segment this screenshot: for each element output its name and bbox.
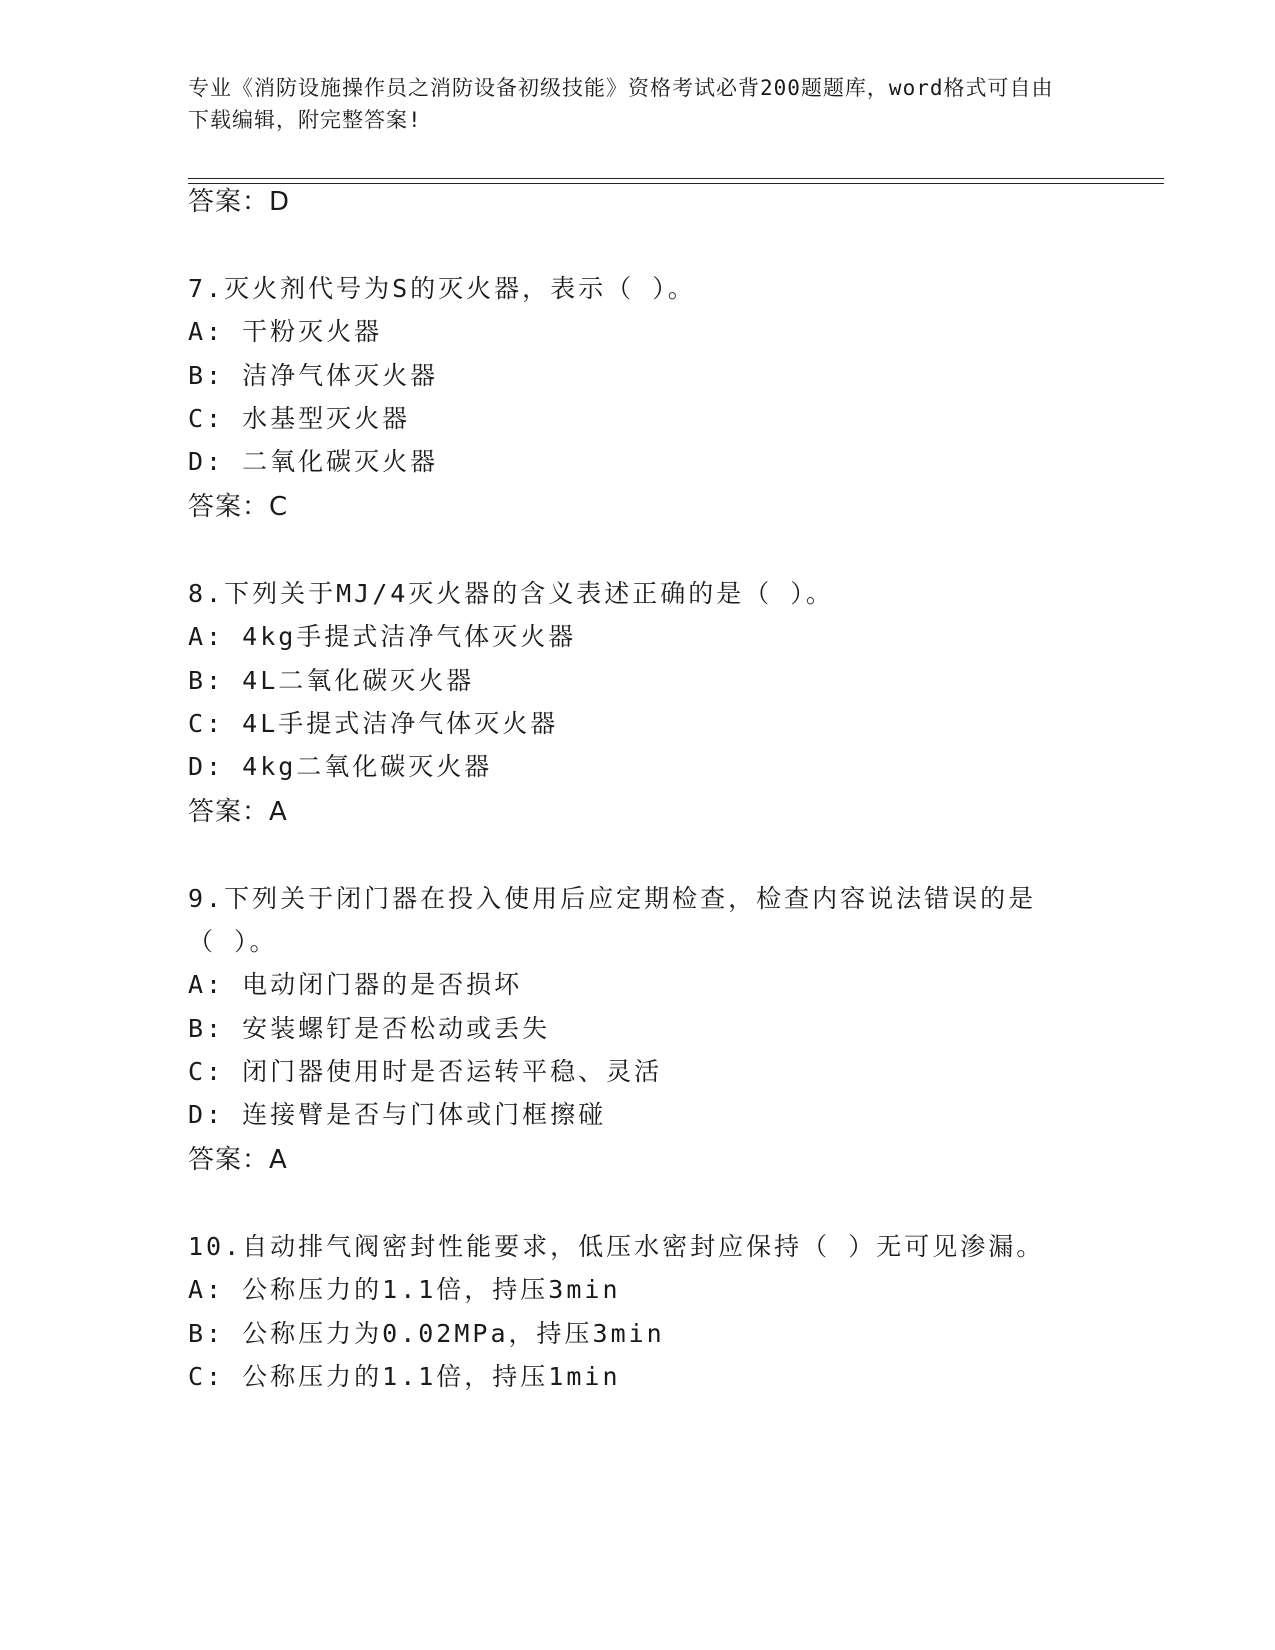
question-9-option-b: B: 安装螺钉是否松动或丢失	[188, 1014, 551, 1043]
question-10-text: 10.自动排气阀密封性能要求，低压水密封应保持（ ）无可见渗漏。	[188, 1232, 1045, 1261]
question-9-option-a: A: 电动闭门器的是否损坏	[188, 970, 523, 999]
question-9-option-c: C: 闭门器使用时是否运转平稳、灵活	[188, 1057, 663, 1086]
question-8-text: 8.下列关于MJ/4灭火器的含义表述正确的是（ ）。	[188, 579, 834, 608]
question-7-option-d: D: 二氧化碳灭火器	[188, 447, 439, 476]
question-9-text-line2: （ ）。	[188, 927, 278, 956]
question-10-option-c: C: 公称压力的1.1倍，持压1min	[188, 1362, 621, 1391]
document-header: 专业《消防设施操作员之消防设备初级技能》资格考试必背200题题库，word格式可自由下载编辑，附完整答案!	[188, 76, 1054, 132]
answer-q7: 答案：C	[188, 492, 289, 522]
answer-q6: 答案：D	[188, 187, 291, 217]
answer-q8: 答案：A	[188, 797, 288, 827]
question-9-option-d: D: 连接臂是否与门体或门框擦碰	[188, 1100, 607, 1129]
question-7-option-b: B: 洁净气体灭火器	[188, 361, 439, 390]
header-divider-bottom	[188, 183, 1164, 184]
question-8-option-c: C: 4L手提式洁净气体灭火器	[188, 709, 559, 738]
question-10-option-b: B: 公称压力为0.02MPa，持压3min	[188, 1319, 665, 1348]
question-8-option-b: B: 4L二氧化碳灭火器	[188, 666, 475, 695]
question-7-option-c: C: 水基型灭火器	[188, 404, 411, 433]
question-9-text-line1: 9.下列关于闭门器在投入使用后应定期检查，检查内容说法错误的是	[188, 884, 1037, 913]
question-10-option-a: A: 公称压力的1.1倍，持压3min	[188, 1275, 621, 1304]
question-8-option-d: D: 4kg二氧化碳灭火器	[188, 752, 493, 781]
question-7-text: 7.灭火剂代号为S的灭火器，表示（ ）。	[188, 274, 696, 303]
question-7-option-a: A: 干粉灭火器	[188, 317, 383, 346]
header-divider-top	[188, 178, 1164, 179]
answer-q9: 答案：A	[188, 1145, 288, 1175]
question-8-option-a: A: 4kg手提式洁净气体灭火器	[188, 622, 577, 651]
